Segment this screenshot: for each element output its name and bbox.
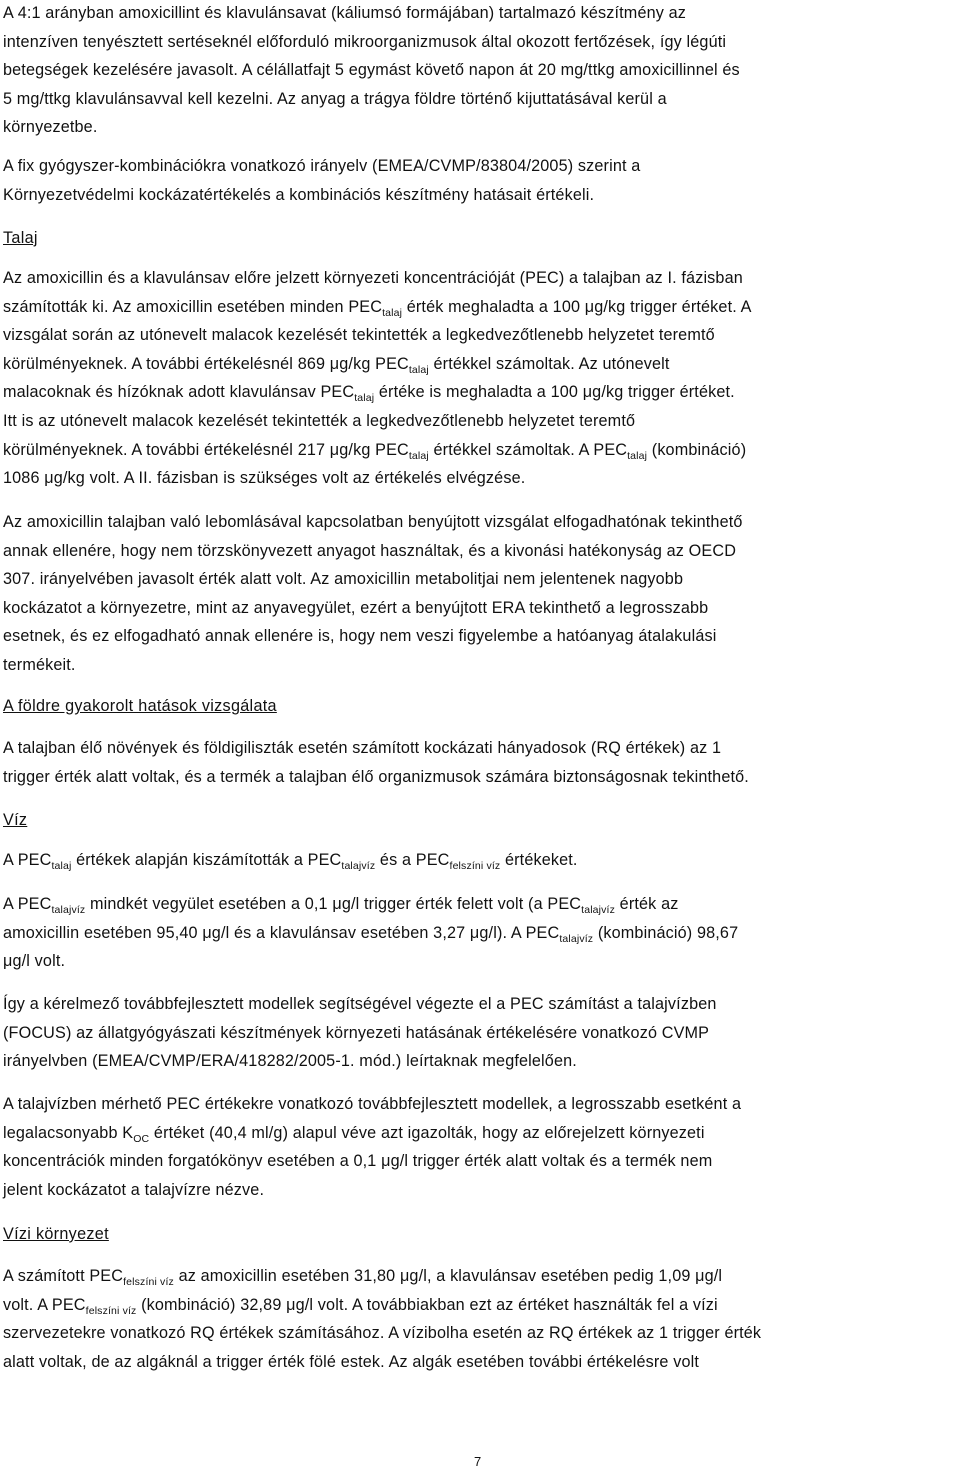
subscript: talaj — [382, 306, 403, 319]
text-line: kockázatot a környezetre, mint az anyavegyület, ezért a benyújtott ERA tekinthető a legrosszabb — [3, 598, 709, 617]
text-line — [3, 890, 955, 919]
text-line: szervezetekre vonatkozó RQ értékek számításához. A vízibolha esetén az RQ értékek az 1 trigger érték — [3, 1324, 762, 1343]
text-line: A 4:1 arányban amoxicillint és klavulánsavat (káliumsó formájában) tartalmazó készítmény az — [3, 4, 687, 22]
text-run: körülményeknek. A további értékelésnél 869 μg/kg PEC — [3, 354, 409, 373]
text-run: (kombináció) 32,89 μg/l volt. A továbbiakban ezt az értéket használták fel a vízi — [136, 1295, 718, 1314]
text-run: malacoknak és hízóknak adott klavulánsav PEC — [3, 383, 355, 402]
subscript: talajvíz — [51, 904, 86, 916]
text-line: A talajvízben mérhető PEC értékekre vonatkozó továbbfejlesztett modellek, a legrosszabb esetként a — [3, 1095, 742, 1113]
text-line: annak ellenére, hogy nem törzskönyvezett anyagot használtak, és a kivonási hatékonyság az OECD — [3, 541, 737, 560]
text-run: (kombináció) 98,67 — [593, 923, 739, 942]
text-line — [3, 350, 958, 379]
heading-viz: Víz — [3, 811, 28, 829]
paragraph-soil-organisms — [3, 734, 955, 791]
text-line: intenzíven tenyésztett sertéseknél előforduló mikroorganizmusok által okozott fertőzések, így légúti — [3, 32, 727, 51]
text-line: termékeit. — [3, 655, 76, 674]
text-run: A számított PEC — [3, 1267, 124, 1285]
text-line: esetnek, és ez elfogadható annak ellenére is, hogy nem veszi figyelembe a hatóanyag átalakulási — [3, 627, 717, 646]
paragraph-degradation — [3, 508, 955, 680]
paragraph-soil-pec — [3, 264, 958, 493]
text-run: (kombináció) — [647, 440, 747, 459]
subscript: OC — [133, 1132, 150, 1145]
text-line: koncentrációk minden forgatókönyv esetében a 0,1 μg/l trigger érték alatt voltak és a termék nem — [3, 1152, 713, 1171]
paragraph-focus-model — [3, 990, 955, 1076]
text-line: környezetbe. — [3, 118, 98, 137]
text-run: értéke is meghaladta a 100 μg/kg trigger értéket. — [374, 383, 735, 402]
subscript: talajvíz — [559, 932, 594, 945]
subscript: felszíni víz — [85, 1304, 137, 1317]
text-run: értékkel számoltak. Az utónevelt — [428, 354, 670, 373]
subscript: talaj — [627, 449, 648, 462]
text-line — [3, 1119, 955, 1148]
text-line — [3, 919, 955, 948]
paragraph-guideline — [3, 152, 955, 209]
text-line: alatt voltak, de az algáknál a trigger érték fölé estek. Az algák esetében további értékelésre volt — [3, 1352, 700, 1371]
heading-aquatic: Vízi környezet — [3, 1225, 109, 1243]
text-line: Az amoxicillin talajban való lebomlásával kapcsolatban benyújtott vizsgálat elfogadhatónak tekinthető — [3, 513, 743, 531]
text-line: Az amoxicillin és a klavulánsav előre jelzett környezeti koncentrációját (PEC) a talajban az I. fázisban — [3, 269, 743, 287]
text-run: körülményeknek. A további értékelésnél 217 μg/kg PEC — [3, 440, 409, 459]
text-run: értékkel számoltak. A PEC — [428, 440, 628, 459]
paragraph-groundwater-pec — [3, 890, 955, 976]
text-line — [3, 1262, 958, 1291]
text-line: A fix gyógyszer-kombinációkra vonatkozó irányelv (EMEA/CVMP/83804/2005) szerint a — [3, 157, 641, 175]
text-line: A talajban élő növények és földigiliszták esetén számított kockázati hányadosok (RQ értékek) az 1 — [3, 739, 722, 757]
text-line: trigger érték alatt voltak, és a termék a talajban élő organizmusok számára biztonságosnak tekinthető. — [3, 767, 749, 786]
text-line: μg/l volt. — [3, 952, 66, 971]
paragraph-pec-calc — [3, 846, 955, 875]
text-run: A PEC — [3, 895, 52, 913]
text-run: amoxicillin esetében 95,40 μg/l és a klavulánsav esetében 3,27 μg/l). A PEC — [3, 923, 560, 942]
text-run: az amoxicillin esetében 31,80 μg/l, a klavulánsav esetében pedig 1,09 μg/l — [173, 1267, 723, 1285]
text-line: Környezetvédelmi kockázatértékelés a kombinációs készítmény hatásait értékeli. — [3, 185, 595, 204]
text-run: érték az — [615, 895, 679, 913]
text-line — [3, 436, 958, 465]
text-run: mindkét vegyület esetében a 0,1 μg/l trigger érték felett volt (a PEC — [85, 895, 582, 913]
text-line: Itt is az utónevelt malacok kezelését tekintették a legkedvezőtlenebb helyzetet teremtő — [3, 411, 636, 430]
text-line: 307. irányelvében javasolt érték alatt volt. Az amoxicillin metabolitjai nem jelentenek nagyobb — [3, 570, 684, 589]
text-run: A PEC — [3, 851, 52, 869]
text-line: jelent kockázatot a talajvízre nézve. — [3, 1180, 265, 1199]
text-run: értéket (40,4 ml/g) alapul véve azt igazolták, hogy az előrejelzett környezeti — [149, 1123, 705, 1142]
text-run: legalacsonyabb K — [3, 1123, 134, 1142]
text-line — [3, 1291, 958, 1320]
subscript: talaj — [408, 449, 429, 462]
paragraph-aquatic-pec — [3, 1262, 958, 1376]
text-run: számították ki. Az amoxicillin esetében minden PEC — [3, 297, 383, 316]
subscript: talaj — [408, 363, 429, 376]
text-run: értékeket. — [500, 851, 578, 869]
paragraph-intro — [3, 0, 955, 142]
page-number: 7 — [474, 1454, 482, 1469]
heading-talaj: Talaj — [3, 229, 38, 247]
text-line: vizsgálat során az utónevelt malacok kezelését tekintették a legkedvezőtlenebb helyzetet teremtő — [3, 326, 715, 345]
text-run: és a PEC — [375, 851, 450, 869]
text-run: volt. A PEC — [3, 1295, 86, 1314]
heading-soil-effects: A földre gyakorolt hatások vizsgálata — [3, 697, 277, 715]
subscript: talajvíz — [341, 860, 376, 872]
text-line: Így a kérelmező továbbfejlesztett modellek segítségével végezte el a PEC számítást a talajvízben — [3, 995, 717, 1013]
text-run: érték meghaladta a 100 μg/kg trigger értéket. A — [402, 297, 752, 316]
text-line: 5 mg/ttkg klavulánsavval kell kezelni. Az anyag a trágya földre történő kijuttatásával kerül a — [3, 89, 667, 108]
subscript: felszíni víz — [123, 1276, 174, 1288]
subscript: talaj — [51, 860, 72, 872]
text-line: 1086 μg/kg volt. A II. fázisban is szükséges volt az értékelés elvégzése. — [3, 469, 526, 488]
text-line: betegségek kezelésére javasolt. A célállatfajt 5 egymást követő napon át 20 mg/ttkg amoxicillinnel és — [3, 61, 740, 80]
subscript: talaj — [354, 392, 375, 405]
subscript: talajvíz — [581, 904, 616, 916]
text-run: értékek alapján kiszámították a PEC — [71, 851, 342, 869]
text-line: irányelvben (EMEA/CVMP/ERA/418282/2005-1. mód.) leírtaknak megfelelően. — [3, 1052, 577, 1071]
text-line — [3, 846, 955, 875]
text-line — [3, 293, 958, 322]
text-line — [3, 378, 958, 407]
subscript: felszíni víz — [449, 860, 501, 872]
text-line: (FOCUS) az állatgyógyászati készítmények környezeti hatásának értékelésére vonatkozó CVMP — [3, 1023, 710, 1042]
paragraph-groundwater-models — [3, 1090, 955, 1204]
